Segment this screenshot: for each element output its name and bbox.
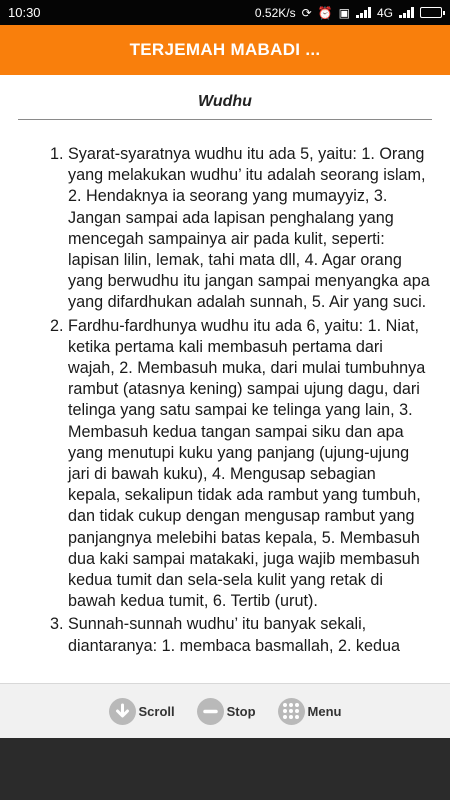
system-nav-bar xyxy=(0,738,450,800)
stop-label: Stop xyxy=(226,703,256,719)
content-area[interactable] xyxy=(0,75,450,683)
list-item-number: 1. xyxy=(50,145,64,163)
bottom-toolbar xyxy=(0,683,450,738)
article-list xyxy=(0,144,450,657)
grid-dots-icon xyxy=(278,698,305,725)
alarm-icon: ⏰ xyxy=(317,5,333,20)
list-item-text: Fardhu-fardhunya wudhu itu ada 6, yaitu: 1. Niat, ketika pertama kali membasuh pertama dari wajah, 2. Membasuh muka, dari mulai tumbuhnya rambut (atasnya kening) sampai ujung dagu, dari telinga yang satu sampai ke telinga yang lain, 3. Membasuh kedua tangan sampai siku dan apa yang menutupi kuku yang panjang (ujung-ujung jari di bawah kuku), 4. Mengusap sebagian kepala, sekalipun tidak ada rambut yang tumbuh, dan tidak cukup dengan mengusap rambut yang panjangnya melebihi batas kepala, 5. Membasuh dua kaki sampai matakaki, juga wajib membasuh kedua tumit dan sela-sela kulit yang retak di bawah kedua tumit, 6. Tertib (urut). xyxy=(68,316,426,611)
status-time: 10:30 xyxy=(8,5,41,20)
status-bar xyxy=(0,0,450,25)
list-item-number: 3. xyxy=(50,615,64,634)
list-item xyxy=(40,316,432,613)
minus-icon xyxy=(197,698,224,725)
status-icons xyxy=(255,6,442,20)
list-item-text: Sunnah-sunnah wudhu’ itu banyak sekali, diantaranya: 1. membaca basmallah, 2. kedua xyxy=(68,615,401,655)
list-item xyxy=(40,144,432,314)
list-item xyxy=(40,614,432,656)
signal-icon xyxy=(356,7,371,18)
scroll-button[interactable] xyxy=(109,698,175,725)
list-item-number: 2. xyxy=(50,316,64,335)
app-bar xyxy=(0,25,450,75)
title-divider xyxy=(18,119,432,120)
sim-icon: ▣ xyxy=(338,5,350,20)
menu-button[interactable] xyxy=(278,698,342,725)
scroll-label: Scroll xyxy=(138,703,175,719)
mobile-signal-icon xyxy=(399,7,414,18)
stop-button[interactable] xyxy=(197,698,256,725)
battery-icon xyxy=(420,7,442,18)
arrow-down-icon xyxy=(109,698,136,725)
menu-label: Menu xyxy=(307,703,342,719)
page-title: Wudhu xyxy=(198,93,252,110)
network-type: 4G xyxy=(376,5,393,20)
net-speed: 0.52K/s xyxy=(254,5,296,20)
sync-icon: ⟳ xyxy=(301,5,312,20)
list-item-text: Syarat-syaratnya wudhu itu ada 5, yaitu: 1. Orang yang melakukan wudhu’ itu adalah seorang islam, 2. Hendaknya ia seorang yang mumayyiz, 3. Jangan sampai ada lapisan penghalang yang mencegah sampainya air pada kulit, seperti: lapisan lilin, lemak, tahi mata dll, 4. Agar orang yang berwudhu itu jangan sampai menyangka apa yang difardhukan adalah sunnah, 5. Air yang suci. xyxy=(68,145,430,312)
app-title: TERJEMAH MABADI ... xyxy=(129,40,321,59)
